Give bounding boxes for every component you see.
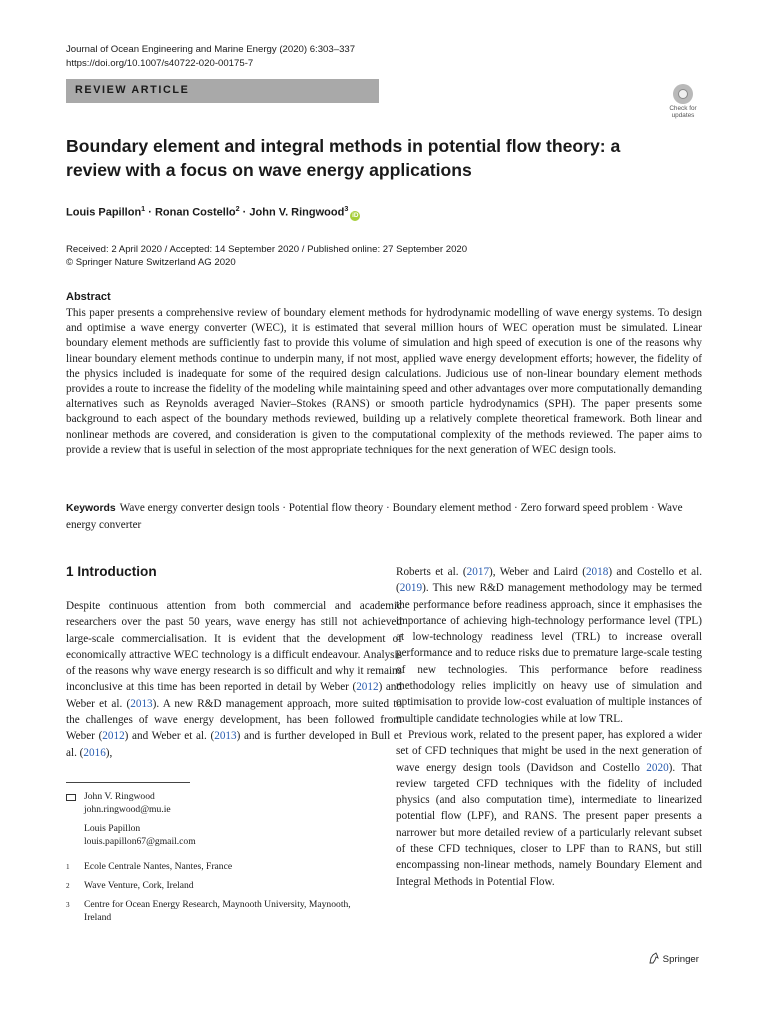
check-updates-icon bbox=[673, 84, 693, 104]
intro-paragraph-3: Previous work, related to the present paper, has explored a wider set of CFD techniques that might be used in the next generation of wave energy design tools (Davidson and Costello 2020). That review targeted CFD techniques with the fidelity of included physics (and also computation time), intermediate to linearized potential flow (LPF), and RANS. The present paper presents a narrower but more detailed review of a particularly relevant subset of these CFD techniques, closer to LPF than to RANS, but still encompassing non-linear methods, namely Boundary Element and Integral Methods in Potential Flow. bbox=[396, 728, 702, 888]
corresponding-email[interactable]: john.ringwood@mu.ie bbox=[84, 803, 171, 815]
keywords-text: Wave energy converter design tools · Potential flow theory · Boundary element method · Zero forward speed problem · Wave energy converter bbox=[66, 502, 683, 531]
citation-link[interactable]: 2012 bbox=[102, 730, 125, 743]
publisher-name: Springer bbox=[662, 954, 699, 965]
author-3-affil: 3 bbox=[344, 204, 349, 213]
intro-paragraph-2: Roberts et al. (2017), Weber and Laird (2018) and Costello et al. (2019). This new R&D management methodology may be termed the performance before readiness approach, since it emphasises the importance of achieving high-technology performance level (TPL) at low-technology readiness level (TRL) to increase overall performance and to reduce risks due to premature large-scale testing of new technologies. This performance before readiness methodology relies implicitly on heavy use of simulation and optimisation to provide low-cost evaluation of multiple instances of multiple candidate technologies while at low TRL. bbox=[396, 566, 702, 725]
author-2-affil: 2 bbox=[235, 204, 240, 213]
section-heading: 1 Introduction bbox=[66, 564, 157, 579]
abstract-text: This paper presents a comprehensive review of boundary element methods for hydrodynamic modelling of wave energy systems. To design and optimise a wave energy converter (WEC), it is estimated that several million hours of WEC operation must be simulated. Linear boundary element methods are sufficiently fast to provide this volume of simulation and high speed of execution is one of the reasons why linear boundary element methods continue to underpin many, if not most, applied wave energy development efforts; however, the fidelity of the physics included is inadequate for some of the required design calculations. Judicious use of non-linear boundary element methods provides a route to increase the fidelity of the modeling while maintaining speed and other advantages over more computationally demanding alternatives such as Reynolds averaged Navier–Stokes (RANS) or smooth particle hydrodynamics (SPH). The paper presents some background to each aspect of the boundary methods reviewed, building up a relatively complete theoretical framework. Both linear and nonlinear methods are covered, and consideration is given to the computational complexity of the methods reviewed. The paper aims to provide a review that is useful in selection of the most appropriate techniques for the next generation of WEC design tools. bbox=[66, 307, 702, 456]
orcid-icon[interactable]: iD bbox=[352, 211, 359, 219]
second-author: Louis Papillon bbox=[84, 823, 141, 834]
check-for-updates-badge[interactable] bbox=[664, 84, 702, 124]
affiliation-1: 1 Ecole Centrale Nantes, Nantes, France bbox=[66, 861, 233, 872]
badge-line2: updates bbox=[671, 112, 695, 119]
citation-link[interactable]: 2019 bbox=[399, 582, 423, 595]
citation-link[interactable]: 2013 bbox=[130, 697, 153, 710]
second-email[interactable]: louis.papillon67@gmail.com bbox=[84, 835, 196, 847]
abstract-heading: Abstract bbox=[66, 291, 111, 303]
author-sep: · bbox=[145, 206, 155, 219]
correspondence-footnote bbox=[66, 791, 386, 848]
citation-link[interactable]: 2016 bbox=[83, 746, 106, 759]
author-1[interactable]: Louis Papillon bbox=[66, 206, 142, 219]
citation-link[interactable]: 2020 bbox=[646, 761, 669, 774]
author-2[interactable]: Ronan Costello bbox=[154, 206, 236, 219]
publisher-logo bbox=[648, 952, 699, 965]
keywords-label: Keywords bbox=[66, 503, 116, 514]
citation-link[interactable]: 2012 bbox=[356, 681, 379, 694]
citation-link[interactable]: 2013 bbox=[214, 730, 237, 743]
corresponding-author: John V. Ringwood bbox=[84, 791, 155, 802]
copyright: © Springer Nature Switzerland AG 2020 bbox=[66, 257, 236, 268]
publication-dates bbox=[66, 243, 467, 269]
affiliation-3: 3 Centre for Ocean Energy Research, Maynooth University, Maynooth, Ireland bbox=[66, 899, 351, 923]
springer-horse-icon bbox=[648, 952, 660, 964]
author-list bbox=[66, 204, 360, 221]
badge-line1: Check for bbox=[669, 105, 697, 112]
citation-link[interactable]: 2017 bbox=[466, 566, 490, 578]
paper-title: Boundary element and integral methods in potential flow theory: a review with a focus on wave energy applications bbox=[66, 136, 621, 180]
email-icon bbox=[66, 794, 76, 801]
right-column bbox=[396, 564, 702, 890]
article-type-band bbox=[66, 79, 379, 103]
affiliation-2: 2 Wave Venture, Cork, Ireland bbox=[66, 880, 194, 891]
journal-citation bbox=[66, 43, 355, 70]
keywords bbox=[66, 500, 702, 533]
journal-name: Journal of Ocean Engineering and Marine Energy (2020) 6:303–337 bbox=[66, 44, 356, 55]
article-type: REVIEW ARTICLE bbox=[75, 84, 190, 96]
author-1-affil: 1 bbox=[141, 204, 146, 213]
left-column bbox=[66, 598, 402, 761]
intro-paragraph-1: Despite continuous attention from both commercial and academic researchers over the past 50 years, wave energy has still not achieved large-scale commercialisation. It is evident that the development of economically attractive WEC technology is a difficult endeavour. Analysis of the reasons why wave energy research is so difficult and why it remains inconclusive at this time has been reported in detail by Weber (2012) and Weber et al. (2013). A new R&D management approach, more suited to the challenges of wave energy development, has been followed from Weber (2012) and Weber et al. (2013) and is further developed in Bull et al. (2016), bbox=[66, 600, 402, 759]
author-3[interactable]: John V. Ringwood bbox=[249, 206, 345, 219]
author-sep: · bbox=[239, 206, 250, 219]
citation-link[interactable]: 2018 bbox=[585, 566, 609, 578]
received-accepted-published: Received: 2 April 2020 / Accepted: 14 September 2020 / Published online: 27 September 2020 bbox=[66, 244, 468, 255]
footnote-divider bbox=[66, 782, 190, 783]
doi-link[interactable]: https://doi.org/10.1007/s40722-020-00175-7 bbox=[66, 57, 254, 69]
